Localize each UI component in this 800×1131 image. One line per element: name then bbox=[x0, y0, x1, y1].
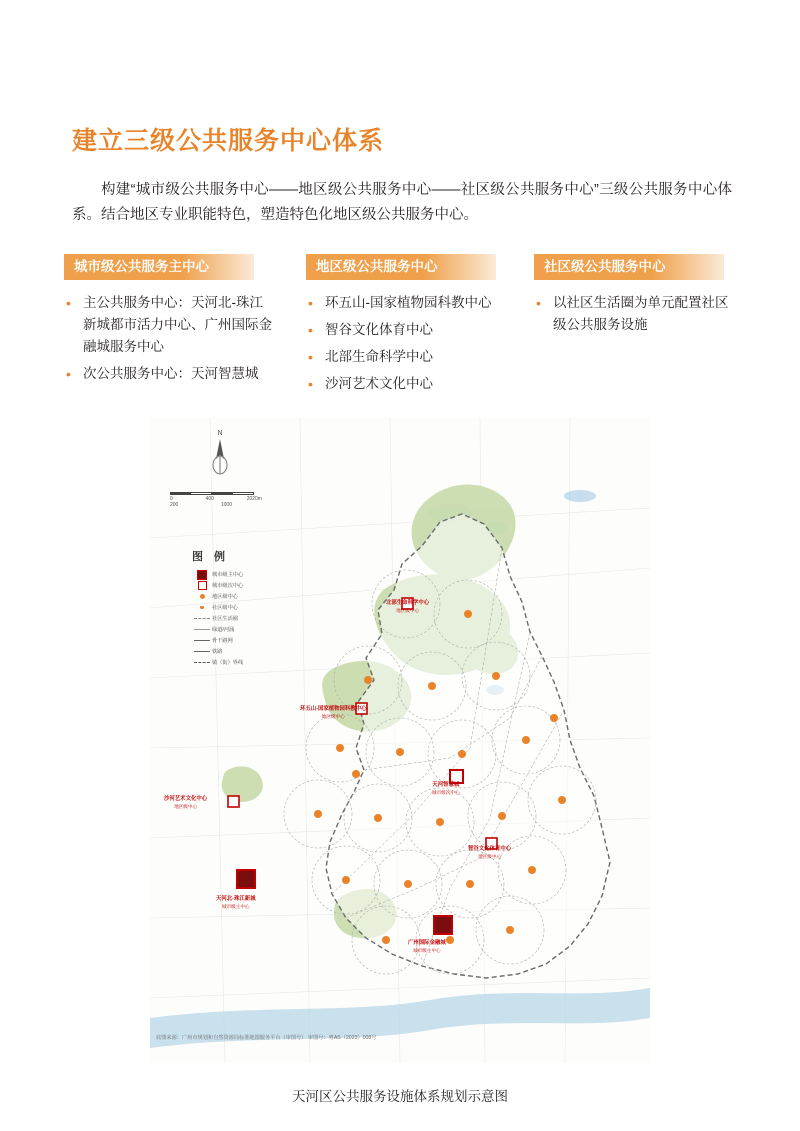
scalebar-label: 2020m bbox=[246, 496, 262, 502]
life-circle-icon bbox=[192, 618, 212, 619]
map-label-tianhe-smart-city bbox=[432, 782, 460, 796]
legend-row bbox=[192, 646, 300, 657]
map-label-name: 沙河艺术文化中心 bbox=[164, 796, 208, 802]
list-item: • 智谷文化体育中心 bbox=[306, 319, 528, 341]
city-main-center-icon bbox=[192, 570, 212, 580]
scalebar-label: 400 bbox=[205, 496, 214, 502]
legend-label: 社区生活圈 bbox=[212, 616, 238, 622]
compass-needle-icon bbox=[208, 437, 232, 475]
scalebar-bottom-labels bbox=[170, 502, 232, 508]
column-header-community-level: 社区级公共服务中心 bbox=[534, 254, 724, 280]
greenway-icon bbox=[192, 629, 212, 630]
list-item: • 沙河艺术文化中心 bbox=[306, 373, 528, 395]
column-header-city-level: 城市级公共服务主中心 bbox=[64, 254, 254, 280]
map-label-tianhebei-zhujiang bbox=[216, 896, 256, 910]
legend-label: 城市级主中心 bbox=[212, 572, 244, 578]
city-sub-center-icon bbox=[192, 581, 212, 590]
legend-label: 绿道/河涌 bbox=[212, 627, 235, 633]
map-label-zhigu-culture-sports bbox=[468, 846, 511, 860]
legend-row bbox=[192, 591, 300, 602]
map-label-name: 智谷文化体育中心 bbox=[468, 846, 512, 852]
column-header-district-level: 地区级公共服务中心 bbox=[306, 254, 496, 280]
column-list-district-level bbox=[306, 292, 528, 395]
map-credit: 底图来源：广州市规划和自然资源局标准地图服务平台（审图号） 审图号：粤AS（2023）008号 bbox=[156, 1035, 377, 1041]
legend-title: 图 例 bbox=[192, 551, 230, 563]
map-label-sub: 城市级主中心 bbox=[221, 904, 250, 909]
map-label-name: 环五山-国家植物园科教中心 bbox=[300, 706, 367, 712]
compass-rose bbox=[206, 430, 234, 477]
column-list-community-level bbox=[534, 292, 740, 336]
legend-label: 城市级次中心 bbox=[212, 583, 244, 589]
map-illustration bbox=[150, 418, 650, 1063]
page-title: 建立三级公共服务中心体系 bbox=[72, 126, 385, 155]
map-label-name: 天河北-珠江新城 bbox=[216, 896, 256, 902]
map-label-name: 北部生命科学中心 bbox=[386, 600, 430, 606]
boundary-icon bbox=[192, 662, 212, 663]
list-item: • 北部生命科学中心 bbox=[306, 346, 528, 368]
map-scalebar bbox=[170, 492, 262, 508]
map-label-sub: 地区级中心 bbox=[174, 804, 198, 809]
legend-row bbox=[192, 602, 300, 613]
column-list-city-level bbox=[64, 292, 276, 385]
district-center-icon bbox=[192, 594, 212, 599]
legend-row bbox=[192, 569, 300, 580]
column-city-level bbox=[64, 254, 276, 390]
list-item: • 环五山-国家植物园科教中心 bbox=[306, 292, 528, 314]
map-label-wushan-botanical bbox=[300, 706, 366, 720]
scalebar-label: 200 bbox=[170, 502, 179, 508]
column-district-level bbox=[306, 254, 528, 400]
figure-caption: 天河区公共服务设施体系规划示意图 bbox=[292, 1089, 508, 1104]
list-item: • 次公共服务中心：天河智慧城 bbox=[64, 363, 276, 385]
map-label-name: 天河智慧城 bbox=[432, 782, 460, 788]
map-label-shahe-art-culture bbox=[164, 796, 207, 810]
compass-north-label: N bbox=[217, 430, 223, 437]
intro-paragraph: 构建“城市级公共服务中心——地区级公共服务中心——社区级公共服务中心”三级公共服务中心体系。结合地区专业职能特色，塑造特色化地区级公共服务中心。 bbox=[72, 181, 732, 223]
railway-icon bbox=[192, 651, 212, 652]
map-legend bbox=[192, 548, 300, 668]
map-label-sub: 地区级中心 bbox=[396, 608, 420, 613]
community-center-icon bbox=[192, 606, 212, 610]
legend-label: 骨干路网 bbox=[212, 638, 233, 644]
legend-label: 镇（街）界线 bbox=[212, 660, 244, 666]
map-label-guangzhou-financial-city bbox=[408, 940, 446, 954]
map-label-sub: 城市级次中心 bbox=[432, 790, 460, 795]
map-label-sub: 城市级主中心 bbox=[413, 948, 441, 953]
map-label-name: 广州国际金融城 bbox=[408, 940, 446, 946]
legend-row bbox=[192, 613, 300, 624]
column-community-level bbox=[534, 254, 740, 341]
legend-row bbox=[192, 635, 300, 646]
map-label-sub: 地区级中心 bbox=[321, 714, 345, 719]
main-road-icon bbox=[192, 640, 212, 641]
map-figure bbox=[150, 418, 650, 1063]
list-item: • 以社区生活圈为单元配置社区级公共服务设施 bbox=[534, 292, 740, 336]
legend-label: 地区级中心 bbox=[212, 594, 238, 600]
legend-label: 社区级中心 bbox=[212, 605, 238, 611]
legend-row bbox=[192, 580, 300, 591]
scalebar-label: 0 bbox=[170, 496, 173, 502]
list-item: • 主公共服务中心：天河北-珠江新城都市活力中心、广州国际金融城服务中心 bbox=[64, 292, 276, 358]
map-label-sub: 地区级中心 bbox=[478, 854, 502, 859]
map-label-north-life-science bbox=[386, 600, 429, 614]
scalebar-label: 1000 bbox=[220, 502, 232, 508]
legend-row bbox=[192, 657, 300, 668]
legend-label: 铁路 bbox=[212, 649, 223, 655]
legend-row bbox=[192, 624, 300, 635]
scalebar-bar bbox=[170, 492, 254, 495]
